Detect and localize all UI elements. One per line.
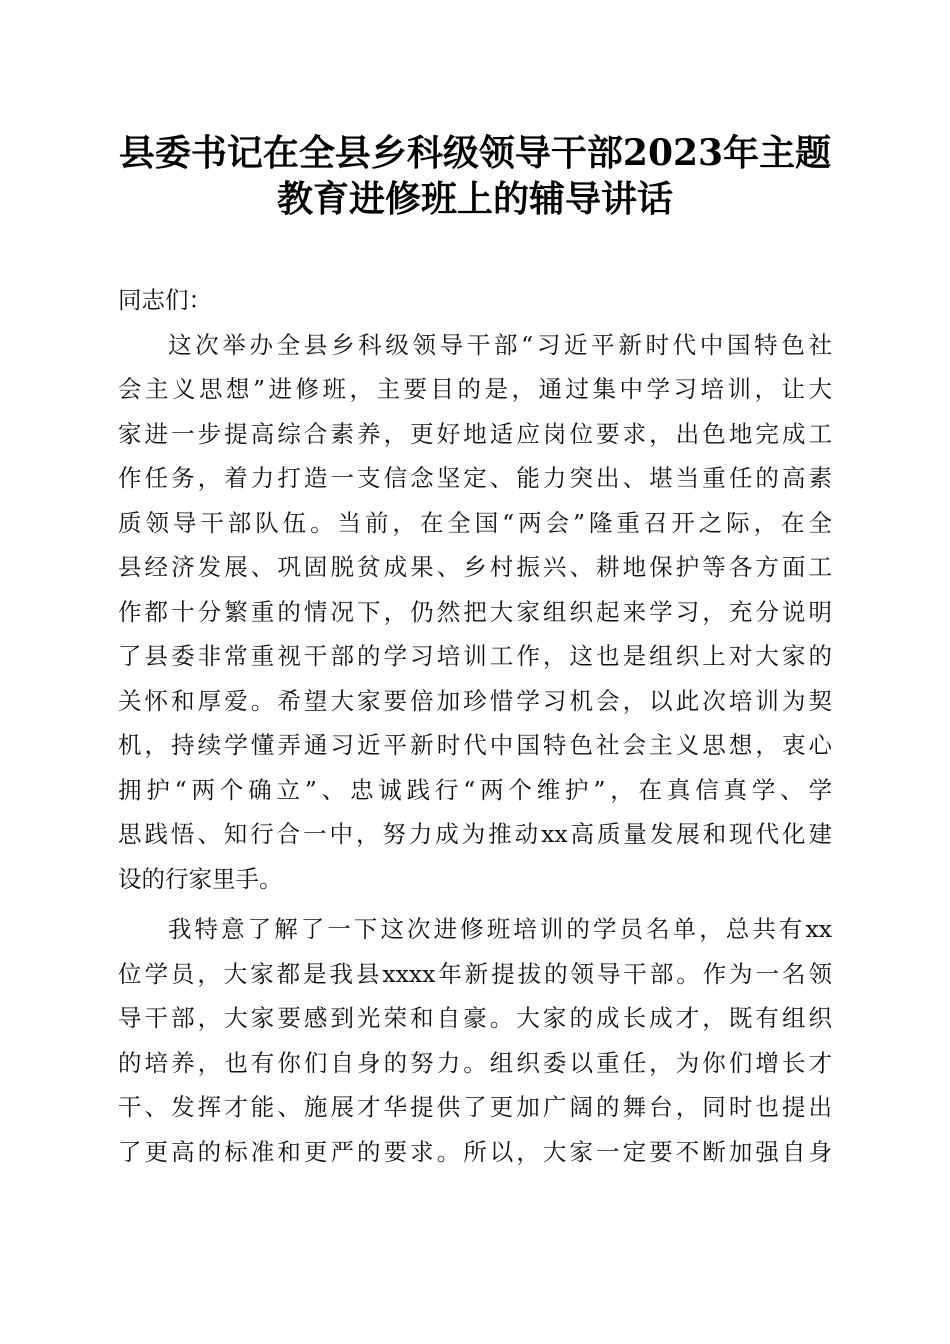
title-line: 教育进修班上的辅导讲话: [276, 178, 673, 220]
text-line: 会主义思想”进修班，主要目的是，通过集中学习培训，让大: [118, 375, 832, 403]
text-line: 干、发挥才能、施展才华提供了更加广阔的舞台，同时也提出: [118, 1093, 832, 1121]
text-line: 的培养，也有你们自身的努力。组织委以重任，为你们增长才: [118, 1048, 832, 1077]
text-line: 作任务，着力打造一支信念坚定、能力突出、堪当重任的高素: [118, 464, 832, 492]
title-line: 县委书记在全县乡科级领导干部2023年主题: [118, 132, 832, 174]
text-line: 位学员，大家都是我县xxxx年新提拔的领导干部。作为一名领: [118, 959, 832, 988]
text-line: 作都十分繁重的情况下，仍然把大家组织起来学习，充分说明: [118, 597, 832, 626]
text-line: 了更高的标准和更严的要求。所以，大家一定要不断加强自身: [118, 1137, 832, 1166]
text-line: 质领导干部队伍。当前，在全国“两会”隆重召开之际，在全: [118, 508, 832, 537]
salutation: 同志们：: [118, 286, 212, 314]
text-line: 思践悟、知行合一中，努力成为推动xx高质量发展和现代化建: [118, 820, 832, 848]
text-line: 县经济发展、巩固脱贫成果、乡村振兴、耕地保护等各方面工: [118, 553, 832, 581]
text-line: 导干部，大家要感到光荣和自豪。大家的成长成才，既有组织: [118, 1004, 832, 1032]
text-line: 设的行家里手。: [118, 864, 283, 893]
text-line: 家进一步提高综合素养，更好地适应岗位要求，出色地完成工: [118, 419, 832, 448]
document-body: [118, 278, 832, 1174]
text-line: 机，持续学懂弄通习近平新时代中国特色社会主义思想，衷心: [118, 731, 832, 759]
text-line: 这次举办全县乡科级领导干部“习近平新时代中国特色社: [168, 330, 832, 359]
text-line: 了县委非常重视干部的学习培训工作，这也是组织上对大家的: [118, 642, 832, 670]
paragraph-1: [118, 323, 832, 902]
document-title: [118, 130, 832, 222]
text-line: 拥护“两个确立”、忠诚践行“两个维护”，在真信真学、学: [118, 775, 832, 804]
text-line: 关怀和厚爱。希望大家要倍加珍惜学习机会，以此次培训为契: [118, 686, 832, 715]
paragraph-2: [118, 907, 832, 1174]
text-line: 我特意了解了一下这次进修班培训的学员名单，总共有xx: [168, 915, 832, 943]
